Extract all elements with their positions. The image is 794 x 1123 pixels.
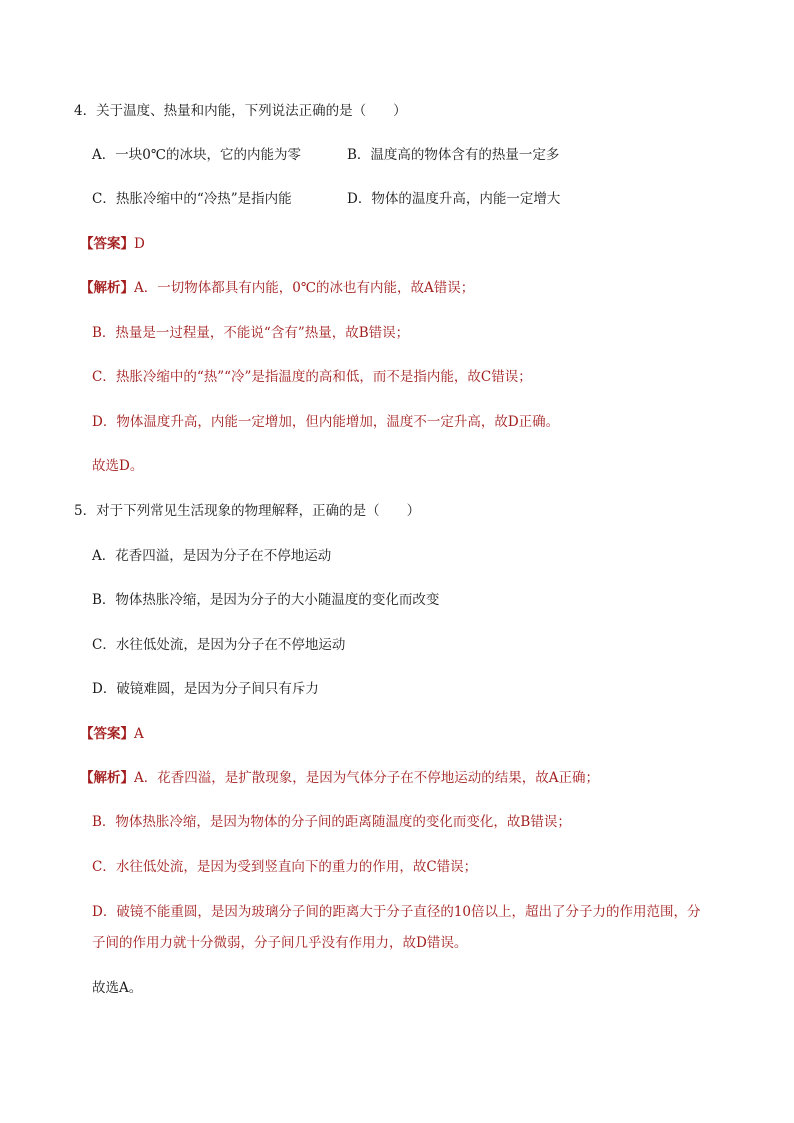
q4-option-d: D．物体的温度升高，内能一定增大 [347, 191, 561, 207]
q4-option-b: B．温度高的物体含有的热量一定多 [347, 147, 560, 163]
q4-stem: 4．关于温度、热量和内能，下列说法正确的是（ ） [74, 103, 407, 119]
q5-answer [80, 725, 144, 743]
q5-analysis-first [80, 769, 599, 787]
q4-option-a: A．一块0℃的冰块，它的内能为零 [92, 147, 301, 163]
q5-conclusion: 故选A。 [92, 980, 143, 996]
q5-analysis-d1: D．破镜不能重圆，是因为玻璃分子间的距离大于分子直径的10倍以上，超出了分子力的作用范围，分 [92, 904, 701, 920]
q4-analysis-b: B．热量是一过程量，不能说“含有”热量，故B错误； [92, 325, 410, 341]
q4-analysis-a: A．一切物体都具有内能，0℃的冰也有内能，故A错误； [134, 280, 475, 296]
q5-stem: 5．对于下列常见生活现象的物理解释，正确的是（ ） [74, 503, 421, 519]
q5-analysis-a: A．花香四溢，是扩散现象，是因为气体分子在不停地运动的结果，故A正确； [134, 770, 599, 786]
q5-analysis-c: C．水往低处流，是因为受到竖直向下的重力的作用，故C错误； [92, 859, 478, 875]
q5-option-c: C．水往低处流，是因为分子在不停地运动 [92, 637, 346, 653]
q4-answer-label: 【答案】 [80, 236, 134, 252]
q5-answer-value: A [134, 726, 144, 742]
q4-answer [80, 235, 145, 253]
q4-conclusion: 故选D。 [92, 458, 144, 474]
q5-option-a: A．花香四溢，是因为分子在不停地运动 [92, 548, 332, 564]
q5-analysis-label: 【解析】 [80, 770, 134, 786]
q4-answer-value: D [134, 236, 145, 252]
q4-analysis-label: 【解析】 [80, 280, 134, 296]
q4-analysis-d: D．物体温度升高，内能一定增加，但内能增加，温度不一定升高，故D正确。 [92, 414, 560, 430]
q4-option-c: C．热胀冷缩中的“冷热”是指内能 [92, 191, 292, 207]
q5-answer-label: 【答案】 [80, 726, 134, 742]
q5-option-d: D．破镜难圆，是因为分子间只有斥力 [92, 681, 319, 697]
q4-analysis-c: C．热胀冷缩中的“热”“冷”是指温度的高和低，而不是指内能，故C错误； [92, 369, 532, 385]
q5-option-b: B．物体热胀冷缩，是因为分子的大小随温度的变化而改变 [92, 592, 440, 608]
q5-analysis-d2: 子间的作用力就十分微弱，分子间几乎没有作用力，故D错误。 [92, 935, 468, 951]
q5-analysis-b: B．物体热胀冷缩，是因为物体的分子间的距离随温度的变化而变化，故B错误； [92, 814, 571, 830]
q4-analysis-first [80, 279, 474, 297]
